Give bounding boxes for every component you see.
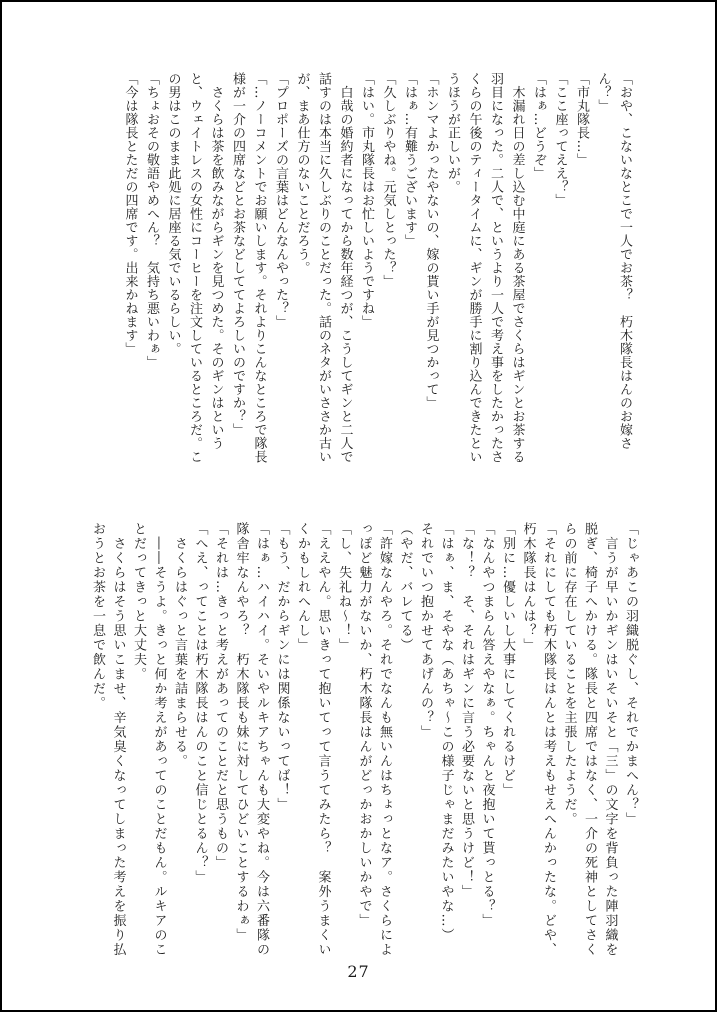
paragraph: 「はぁ…どうぞ」	[531, 72, 546, 180]
paragraph: 「はい。市丸隊長はお忙しいようですね」	[359, 72, 374, 329]
paragraph: 「久しぶりやね。元気しとった？」	[380, 72, 396, 288]
paragraph: （やだ、バレてる）	[397, 522, 413, 653]
paragraph: 「今は隊長とただの四席です。出来かねます」	[122, 72, 138, 356]
text-block-bottom	[87, 522, 641, 964]
paragraph: 「プロポーズの言葉はどんなんやった？」	[273, 72, 288, 329]
paragraph: 「ここ座ってええ？」	[552, 72, 568, 207]
paragraph: 「ちょおその敬語やめへん？ 気持ち悪いわぁ」	[144, 72, 159, 369]
paragraph: 「それにしても朽木隊長はんとは考えもせえへんかったな。どや、朽木隊長はんは？」	[520, 522, 556, 957]
paragraph: 木漏れ日の差し込む中庭にある茶屋でさくらはギンとお茶する羽目になった。二人で、というより一人で考え事をしたかったさくらの午後のティータイムに、ギンが勝手に割り込んできたというほうが正しいが。	[445, 72, 525, 464]
page-number: 27	[347, 962, 370, 981]
paragraph: 「…ノーコメントでお願いします。それよりこんなところで隊長様が一介の四席などとお茶などしててよろしいのですか？」	[230, 72, 267, 464]
paragraph: 「し、失礼ね〜！」	[336, 522, 351, 653]
paragraph: 言うが早いかギンはいそいそと「三」の文字を背負った陣羽織を脱ぎ、椅子へかける。隊長と四席ではなく、一介の死神としてさくらの前に存在していることを主張したようだ。	[561, 522, 618, 957]
paragraph: 「それは…きっと考えがあってのことだと思うもの」	[213, 522, 228, 870]
paragraph: 「おや、こないなとこで一人でお茶？ 朽木隊長はんのお嫁さん？」	[595, 72, 632, 450]
paragraph: 「はぁ…ハイハイ。そいやルキアちゃんも大変やね。今は六番隊の隊舎牢なんやろ？ 朽木隊長も妹に対してひどいことするわぁ」	[233, 522, 269, 957]
paragraph: さくらは茶を飲みながらギンを見つめた。そのギンはというと、ウェイトレスの女性にコーヒーを注文しているところだ。この男はこのまま此処に居座る気でいるらしい。	[165, 72, 224, 464]
paragraph: 「な！？ そ、それはギンに言う必要ないと思うけど！」	[459, 522, 474, 899]
paragraph: 白哉の婚約者になってから数年経つが、こうしてギンと二人で話すのは本当に久しぶりのことだった。話のネタがいささか古いが、まあ仕方のないことだろう。	[294, 72, 353, 464]
paragraph: 「はぁ…有難うございます」	[402, 72, 417, 248]
paragraph: 「なんやつまらん答えやなぁ。ちゃんと夜抱いて貰っとる？」	[479, 522, 495, 928]
paragraph: 「市丸隊長…」	[574, 72, 589, 167]
text-block-top	[119, 72, 635, 464]
paragraph: 「じゃあこの羽織脱ぐし、それでかまへん？」	[623, 522, 638, 827]
paragraph: さくらはぐっと言葉を詰まらせる。	[172, 522, 187, 769]
paragraph: 「ええやん。思いきって抱いてって言うてみたら？ 案外うまくいくかもしれへんし」	[295, 522, 331, 957]
paragraph: 「はぁ、ま、そやな（あちゃ〜この様子じゃまだみたいやな…） それでいつ抱かせてあげんの？」	[418, 522, 454, 951]
paragraph: 「許嫁なんやろ。それでなんも無いんはちょっとなア。さくらによっぽど魅力がないか、朽木隊長はんがどっかおかしいかやで」	[356, 522, 392, 957]
paragraph: 「ホンマよかったやないの、嫁の貰い手が見つかって」	[423, 72, 439, 410]
paragraph: 「へえ、ってことは朽木隊長はんのこと信じとるん？」	[192, 522, 208, 885]
paragraph: ――そうよ。きっと何か考えがあってのことだもん。ルキアのことだってきっと大丈夫。	[131, 522, 167, 957]
paragraph: 「別に…優しいし大事にしてくれるけど」	[500, 522, 515, 798]
paragraph: さくらはそう思いこませ、辛気臭くなってしまった考えを振り払おうとお茶を一息で飲んだ。	[90, 522, 126, 957]
paragraph: 「もう、だからギンには関係ないってば！」	[274, 522, 290, 812]
